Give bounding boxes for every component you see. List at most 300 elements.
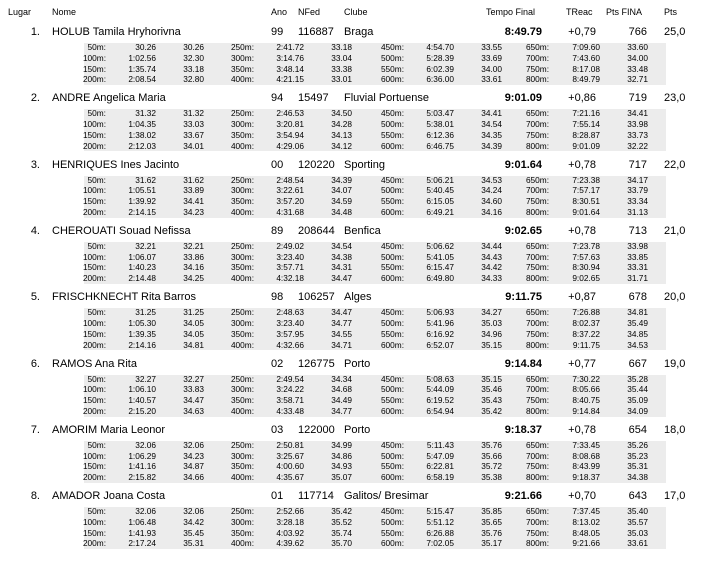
lap-time: 34.81 bbox=[183, 339, 204, 350]
header-treac: TReac bbox=[566, 7, 593, 17]
header-nome: Nome bbox=[52, 7, 77, 17]
split-time: 2:14.48 bbox=[128, 273, 156, 284]
split-time: 5:11.43 bbox=[426, 439, 454, 450]
split-time: 5:38.01 bbox=[426, 119, 454, 130]
split-time: 5:03.47 bbox=[426, 108, 454, 119]
result-entry bbox=[0, 420, 728, 486]
split-time: 7:09.60 bbox=[572, 42, 600, 52]
split-distance: 600m: bbox=[380, 472, 404, 483]
lap-time: 34.05 bbox=[183, 317, 204, 328]
split-time: 2:08.54 bbox=[128, 74, 156, 85]
lap-time: 32.27 bbox=[183, 373, 204, 384]
federation-number: 116887 bbox=[298, 26, 334, 38]
reaction-time: +0,79 bbox=[568, 26, 596, 38]
split-time: 7:55.14 bbox=[572, 119, 600, 130]
split-distance: 600m: bbox=[380, 140, 404, 151]
lap-time: 35.26 bbox=[627, 439, 648, 450]
lap-time: 33.60 bbox=[627, 42, 648, 52]
place: 4. bbox=[30, 224, 40, 237]
split-distance: 800m: bbox=[525, 206, 549, 217]
split-distance: 700m: bbox=[525, 516, 549, 527]
fina-points: 713 bbox=[628, 224, 647, 237]
split-distance: 350m: bbox=[230, 328, 254, 339]
club-name: Porto bbox=[344, 357, 371, 370]
split-distance: 500m: bbox=[380, 185, 404, 196]
lap-time: 33.18 bbox=[183, 63, 204, 74]
split-time: 1:38.02 bbox=[128, 129, 156, 140]
lap-time: 34.31 bbox=[331, 262, 352, 273]
split-time: 3:22.61 bbox=[276, 185, 304, 196]
split-time: 3:25.67 bbox=[276, 450, 304, 461]
lap-time: 35.03 bbox=[481, 317, 502, 328]
final-time: 9:21.66 bbox=[504, 490, 542, 503]
split-distance: 50m: bbox=[87, 240, 106, 251]
split-distance: 500m: bbox=[380, 52, 404, 63]
reaction-time: +0,78 bbox=[568, 423, 596, 436]
split-time: 6:16.92 bbox=[426, 328, 454, 339]
place: 1. bbox=[30, 26, 40, 38]
split-time: 1:41.93 bbox=[128, 527, 156, 538]
split-distance: 200m: bbox=[82, 273, 106, 284]
split-time: 8:30.51 bbox=[572, 196, 600, 207]
place: 5. bbox=[30, 291, 40, 304]
result-entry bbox=[0, 486, 728, 552]
birth-year: 02 bbox=[271, 357, 284, 370]
lap-time: 34.13 bbox=[331, 129, 352, 140]
lap-time: 34.41 bbox=[183, 196, 204, 207]
split-time: 31.25 bbox=[135, 307, 156, 318]
split-time: 5:40.45 bbox=[426, 185, 454, 196]
lap-time: 34.12 bbox=[331, 140, 352, 151]
lap-time: 33.31 bbox=[627, 262, 648, 273]
split-time: 5:51.12 bbox=[426, 516, 454, 527]
split-distance: 450m: bbox=[380, 506, 404, 517]
split-time: 1:40.23 bbox=[128, 262, 156, 273]
lap-time: 35.03 bbox=[627, 527, 648, 538]
split-time: 30.26 bbox=[135, 42, 156, 52]
lap-time: 34.53 bbox=[481, 174, 502, 185]
split-distance: 750m: bbox=[525, 196, 549, 207]
split-time: 1:05.51 bbox=[128, 185, 156, 196]
split-distance: 400m: bbox=[230, 273, 254, 284]
lap-time: 35.17 bbox=[481, 538, 502, 549]
lap-time: 32.71 bbox=[627, 74, 648, 85]
result-entry bbox=[0, 88, 728, 154]
lap-time: 34.05 bbox=[183, 328, 204, 339]
split-time: 1:02.56 bbox=[128, 52, 156, 63]
lap-time: 31.62 bbox=[183, 174, 204, 185]
lap-time: 34.81 bbox=[627, 307, 648, 318]
lap-time: 33.61 bbox=[481, 74, 502, 85]
swimmer-name: FRISCHKNECHT Rita Barros bbox=[52, 291, 197, 304]
split-distance: 250m: bbox=[230, 240, 254, 251]
lap-time: 34.42 bbox=[183, 516, 204, 527]
reaction-time: +0,78 bbox=[568, 158, 596, 171]
split-distance: 200m: bbox=[82, 206, 106, 217]
lap-time: 31.13 bbox=[627, 206, 648, 217]
split-distance: 750m: bbox=[525, 395, 549, 406]
lap-time: 33.38 bbox=[331, 63, 352, 74]
lap-time: 33.89 bbox=[183, 185, 204, 196]
split-distance: 750m: bbox=[525, 527, 549, 538]
lap-time: 34.68 bbox=[331, 384, 352, 395]
split-time: 7:37.45 bbox=[572, 506, 600, 517]
lap-time: 33.01 bbox=[331, 74, 352, 85]
split-time: 4:54.70 bbox=[426, 42, 454, 52]
federation-number: 120220 bbox=[298, 158, 335, 171]
split-time: 6:52.07 bbox=[426, 339, 454, 350]
lap-time: 34.66 bbox=[183, 472, 204, 483]
split-time: 5:44.09 bbox=[426, 384, 454, 395]
lap-time: 34.23 bbox=[183, 450, 204, 461]
split-distance: 800m: bbox=[525, 538, 549, 549]
split-distance: 250m: bbox=[230, 174, 254, 185]
split-distance: 550m: bbox=[380, 527, 404, 538]
split-distance: 250m: bbox=[230, 506, 254, 517]
reaction-time: +0,86 bbox=[568, 92, 596, 105]
split-time: 7:26.88 bbox=[572, 307, 600, 318]
result-entry bbox=[0, 354, 728, 420]
split-distance: 350m: bbox=[230, 262, 254, 273]
split-time: 2:14.15 bbox=[128, 206, 156, 217]
lap-time: 34.48 bbox=[331, 206, 352, 217]
split-time: 8:02.37 bbox=[572, 317, 600, 328]
split-distance: 500m: bbox=[380, 384, 404, 395]
split-time: 4:31.68 bbox=[276, 206, 304, 217]
split-time: 4:29.06 bbox=[276, 140, 304, 151]
split-time: 2:17.24 bbox=[128, 538, 156, 549]
split-distance: 750m: bbox=[525, 461, 549, 472]
split-time: 4:32.66 bbox=[276, 339, 304, 350]
lap-time: 34.24 bbox=[481, 185, 502, 196]
split-distance: 250m: bbox=[230, 439, 254, 450]
split-distance: 250m: bbox=[230, 108, 254, 119]
split-time: 8:49.79 bbox=[572, 74, 600, 85]
points: 22,0 bbox=[664, 158, 686, 171]
split-distance: 450m: bbox=[380, 42, 404, 52]
lap-time: 33.03 bbox=[183, 119, 204, 130]
split-distance: 650m: bbox=[525, 506, 549, 517]
lap-time: 34.63 bbox=[183, 405, 204, 416]
lap-time: 33.18 bbox=[331, 42, 352, 52]
lap-time: 34.86 bbox=[331, 450, 352, 461]
split-time: 2:46.53 bbox=[276, 108, 304, 119]
place: 2. bbox=[30, 92, 40, 105]
split-distance: 100m: bbox=[82, 317, 106, 328]
place: 3. bbox=[30, 158, 40, 171]
split-time: 1:06.48 bbox=[128, 516, 156, 527]
split-time: 1:06.10 bbox=[128, 384, 156, 395]
fina-points: 643 bbox=[628, 490, 647, 503]
birth-year: 00 bbox=[271, 158, 284, 171]
split-distance: 50m: bbox=[87, 307, 106, 318]
header-nfed: NFed bbox=[298, 7, 321, 17]
lap-time: 32.21 bbox=[183, 240, 204, 251]
lap-time: 33.98 bbox=[627, 119, 648, 130]
fina-points: 667 bbox=[628, 357, 647, 370]
lap-time: 35.09 bbox=[627, 395, 648, 406]
split-distance: 250m: bbox=[230, 307, 254, 318]
split-distance: 700m: bbox=[525, 52, 549, 63]
split-time: 8:05.66 bbox=[572, 384, 600, 395]
split-time: 2:15.82 bbox=[128, 472, 156, 483]
result-entry bbox=[0, 155, 728, 221]
split-distance: 600m: bbox=[380, 206, 404, 217]
lap-time: 35.57 bbox=[627, 516, 648, 527]
split-distance: 550m: bbox=[380, 63, 404, 74]
split-time: 5:06.62 bbox=[426, 240, 454, 251]
split-time: 7:57.17 bbox=[572, 185, 600, 196]
split-distance: 600m: bbox=[380, 405, 404, 416]
split-distance: 350m: bbox=[230, 196, 254, 207]
lap-time: 34.49 bbox=[331, 395, 352, 406]
lap-time: 33.73 bbox=[627, 129, 648, 140]
split-distance: 650m: bbox=[525, 174, 549, 185]
split-time: 6:15.05 bbox=[426, 196, 454, 207]
header-lugar: Lugar bbox=[8, 7, 32, 17]
result-entry bbox=[0, 221, 728, 287]
split-distance: 800m: bbox=[525, 405, 549, 416]
swimmer-name: HENRIQUES Ines Jacinto bbox=[52, 158, 180, 171]
split-time: 5:41.05 bbox=[426, 251, 454, 262]
split-time: 9:01.09 bbox=[572, 140, 600, 151]
split-distance: 200m: bbox=[82, 339, 106, 350]
split-distance: 800m: bbox=[525, 273, 549, 284]
lap-time: 34.47 bbox=[331, 273, 352, 284]
split-distance: 700m: bbox=[525, 119, 549, 130]
split-time: 3:23.40 bbox=[276, 251, 304, 262]
split-time: 4:21.15 bbox=[276, 74, 304, 85]
split-time: 3:54.94 bbox=[276, 129, 304, 140]
lap-time: 34.77 bbox=[331, 405, 352, 416]
split-time: 31.32 bbox=[135, 108, 156, 119]
lap-time: 35.15 bbox=[481, 339, 502, 350]
lap-time: 32.22 bbox=[627, 140, 648, 151]
lap-time: 34.39 bbox=[481, 140, 502, 151]
split-time: 3:58.71 bbox=[276, 395, 304, 406]
split-time: 1:39.92 bbox=[128, 196, 156, 207]
lap-time: 34.44 bbox=[481, 240, 502, 251]
lap-time: 33.67 bbox=[183, 129, 204, 140]
birth-year: 01 bbox=[271, 490, 284, 503]
split-distance: 450m: bbox=[380, 240, 404, 251]
split-distance: 350m: bbox=[230, 461, 254, 472]
lap-time: 31.71 bbox=[627, 273, 648, 284]
split-time: 5:28.39 bbox=[426, 52, 454, 63]
split-distance: 100m: bbox=[82, 119, 106, 130]
split-time: 3:57.20 bbox=[276, 196, 304, 207]
lap-time: 33.79 bbox=[627, 185, 648, 196]
split-distance: 450m: bbox=[380, 108, 404, 119]
split-distance: 150m: bbox=[82, 527, 106, 538]
split-distance: 200m: bbox=[82, 74, 106, 85]
split-distance: 500m: bbox=[380, 119, 404, 130]
lap-time: 32.06 bbox=[183, 506, 204, 517]
split-time: 3:24.22 bbox=[276, 384, 304, 395]
final-time: 9:02.65 bbox=[504, 224, 542, 237]
split-time: 1:35.74 bbox=[128, 63, 156, 74]
lap-time: 34.16 bbox=[481, 206, 502, 217]
lap-time: 33.61 bbox=[627, 538, 648, 549]
split-distance: 800m: bbox=[525, 74, 549, 85]
lap-time: 34.96 bbox=[481, 328, 502, 339]
lap-time: 35.28 bbox=[627, 373, 648, 384]
split-distance: 800m: bbox=[525, 140, 549, 151]
split-time: 5:47.09 bbox=[426, 450, 454, 461]
lap-time: 34.07 bbox=[331, 185, 352, 196]
split-distance: 400m: bbox=[230, 74, 254, 85]
split-time: 2:41.72 bbox=[276, 42, 304, 52]
header-tempo-final: Tempo Final bbox=[486, 7, 536, 17]
header-clube: Clube bbox=[344, 7, 368, 17]
lap-time: 35.31 bbox=[183, 538, 204, 549]
swimmer-name: CHEROUATI Souad Nefissa bbox=[52, 224, 191, 237]
split-distance: 550m: bbox=[380, 395, 404, 406]
lap-time: 35.31 bbox=[627, 461, 648, 472]
split-time: 8:40.75 bbox=[572, 395, 600, 406]
points: 21,0 bbox=[664, 224, 686, 237]
split-distance: 100m: bbox=[82, 52, 106, 63]
lap-time: 34.60 bbox=[481, 196, 502, 207]
split-time: 6:22.81 bbox=[426, 461, 454, 472]
split-distance: 700m: bbox=[525, 251, 549, 262]
split-time: 9:01.64 bbox=[572, 206, 600, 217]
lap-time: 34.41 bbox=[627, 108, 648, 119]
split-time: 6:19.52 bbox=[426, 395, 454, 406]
split-distance: 350m: bbox=[230, 527, 254, 538]
split-time: 7:23.78 bbox=[572, 240, 600, 251]
split-time: 2:48.54 bbox=[276, 174, 304, 185]
club-name: Galitos/ Bresimar bbox=[344, 490, 429, 503]
split-distance: 50m: bbox=[87, 42, 106, 52]
split-distance: 600m: bbox=[380, 538, 404, 549]
split-time: 4:03.92 bbox=[276, 527, 304, 538]
lap-time: 35.07 bbox=[331, 472, 352, 483]
split-distance: 750m: bbox=[525, 129, 549, 140]
split-time: 32.27 bbox=[135, 373, 156, 384]
lap-time: 34.17 bbox=[627, 174, 648, 185]
split-time: 5:15.47 bbox=[426, 506, 454, 517]
split-distance: 300m: bbox=[230, 52, 254, 63]
lap-time: 35.65 bbox=[481, 516, 502, 527]
swimmer-name: HOLUB Tamila Hryhorivna bbox=[52, 26, 181, 38]
split-time: 2:14.16 bbox=[128, 339, 156, 350]
lap-time: 34.38 bbox=[331, 251, 352, 262]
lap-time: 31.32 bbox=[183, 108, 204, 119]
split-distance: 650m: bbox=[525, 439, 549, 450]
club-name: Alges bbox=[344, 291, 372, 304]
split-time: 1:05.30 bbox=[128, 317, 156, 328]
lap-time: 33.85 bbox=[627, 251, 648, 262]
split-distance: 300m: bbox=[230, 119, 254, 130]
split-distance: 400m: bbox=[230, 405, 254, 416]
split-distance: 50m: bbox=[87, 174, 106, 185]
lap-time: 35.66 bbox=[481, 450, 502, 461]
fina-points: 766 bbox=[628, 26, 647, 38]
lap-time: 34.01 bbox=[183, 140, 204, 151]
fina-points: 654 bbox=[628, 423, 647, 436]
split-time: 2:52.66 bbox=[276, 506, 304, 517]
final-time: 9:18.37 bbox=[504, 423, 542, 436]
split-distance: 150m: bbox=[82, 196, 106, 207]
points: 20,0 bbox=[664, 291, 686, 304]
split-time: 6:26.88 bbox=[426, 527, 454, 538]
split-time: 8:17.08 bbox=[572, 63, 600, 74]
lap-time: 35.85 bbox=[481, 506, 502, 517]
final-time: 9:01.09 bbox=[504, 92, 542, 105]
swimmer-name: RAMOS Ana Rita bbox=[52, 357, 137, 370]
split-distance: 600m: bbox=[380, 339, 404, 350]
lap-time: 34.42 bbox=[481, 262, 502, 273]
split-time: 9:18.37 bbox=[572, 472, 600, 483]
split-distance: 400m: bbox=[230, 538, 254, 549]
lap-time: 35.70 bbox=[331, 538, 352, 549]
split-time: 5:08.63 bbox=[426, 373, 454, 384]
split-distance: 100m: bbox=[82, 450, 106, 461]
split-distance: 750m: bbox=[525, 63, 549, 74]
split-distance: 300m: bbox=[230, 317, 254, 328]
split-distance: 300m: bbox=[230, 251, 254, 262]
split-distance: 50m: bbox=[87, 506, 106, 517]
split-time: 8:13.02 bbox=[572, 516, 600, 527]
split-distance: 150m: bbox=[82, 63, 106, 74]
split-distance: 700m: bbox=[525, 384, 549, 395]
split-time: 31.62 bbox=[135, 174, 156, 185]
split-distance: 550m: bbox=[380, 196, 404, 207]
split-distance: 300m: bbox=[230, 384, 254, 395]
split-distance: 450m: bbox=[380, 174, 404, 185]
final-time: 9:01.64 bbox=[504, 158, 542, 171]
split-time: 6:15.47 bbox=[426, 262, 454, 273]
lap-time: 35.38 bbox=[481, 472, 502, 483]
lap-time: 34.71 bbox=[331, 339, 352, 350]
birth-year: 89 bbox=[271, 224, 284, 237]
split-distance: 200m: bbox=[82, 538, 106, 549]
split-distance: 700m: bbox=[525, 317, 549, 328]
header-pts-fina: Pts FINA bbox=[606, 7, 643, 17]
lap-time: 34.77 bbox=[331, 317, 352, 328]
split-distance: 650m: bbox=[525, 373, 549, 384]
lap-time: 34.41 bbox=[481, 108, 502, 119]
split-distance: 550m: bbox=[380, 129, 404, 140]
split-time: 3:28.18 bbox=[276, 516, 304, 527]
split-distance: 800m: bbox=[525, 339, 549, 350]
birth-year: 03 bbox=[271, 423, 284, 436]
federation-number: 208644 bbox=[298, 224, 335, 237]
reaction-time: +0,70 bbox=[568, 490, 596, 503]
split-time: 4:35.67 bbox=[276, 472, 304, 483]
split-time: 3:23.40 bbox=[276, 317, 304, 328]
split-time: 8:08.68 bbox=[572, 450, 600, 461]
header-ano: Ano bbox=[271, 7, 288, 17]
split-time: 3:20.81 bbox=[276, 119, 304, 130]
split-time: 3:14.76 bbox=[276, 52, 304, 63]
lap-time: 34.35 bbox=[481, 129, 502, 140]
lap-time: 35.76 bbox=[481, 527, 502, 538]
split-distance: 350m: bbox=[230, 129, 254, 140]
fina-points: 678 bbox=[628, 291, 647, 304]
split-distance: 350m: bbox=[230, 63, 254, 74]
split-distance: 650m: bbox=[525, 240, 549, 251]
split-distance: 550m: bbox=[380, 328, 404, 339]
lap-time: 35.45 bbox=[183, 527, 204, 538]
split-time: 32.06 bbox=[135, 506, 156, 517]
split-time: 32.06 bbox=[135, 439, 156, 450]
split-distance: 150m: bbox=[82, 129, 106, 140]
split-time: 2:12.03 bbox=[128, 140, 156, 151]
split-distance: 550m: bbox=[380, 461, 404, 472]
lap-time: 35.23 bbox=[627, 450, 648, 461]
